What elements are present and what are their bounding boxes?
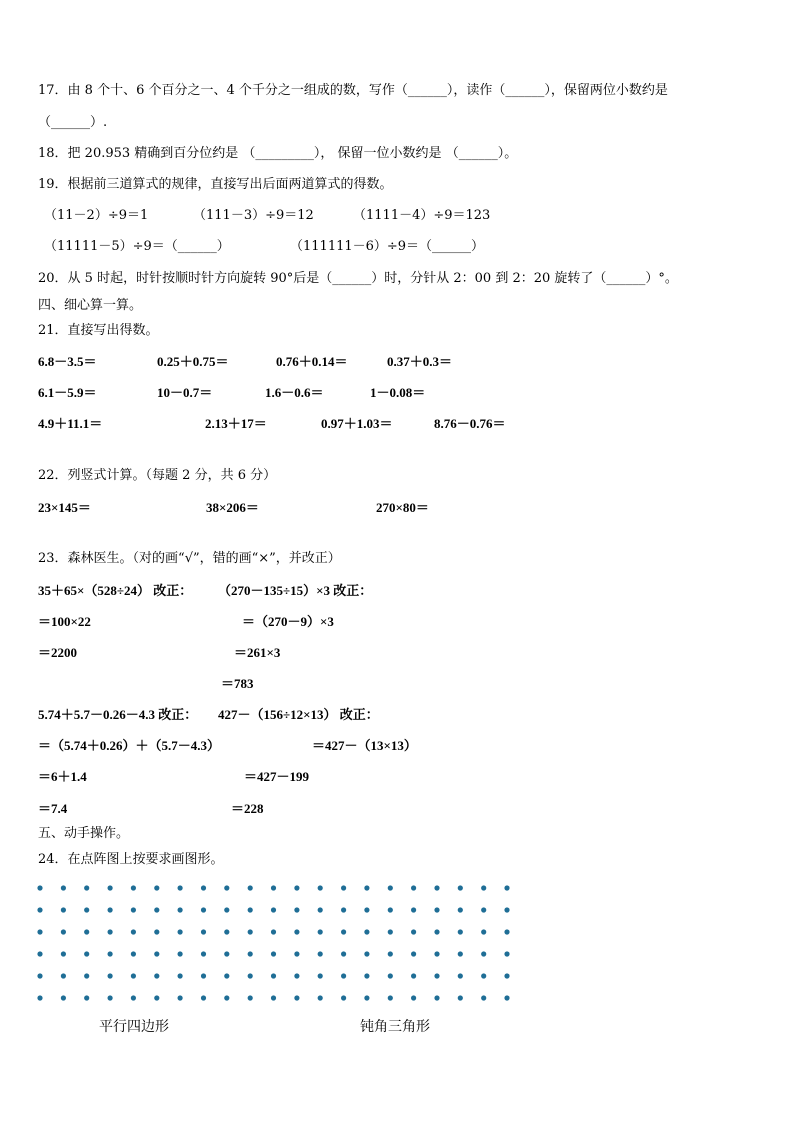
q23-a-line: 35＋65×（528÷24） 改正： <box>38 583 193 598</box>
grid-dot[interactable] <box>318 929 323 934</box>
grid-dot[interactable] <box>108 973 113 978</box>
grid-dot[interactable] <box>364 929 369 934</box>
grid-dot[interactable] <box>224 995 229 1000</box>
q19-eq-3: （1111－4）÷9＝123 <box>353 208 491 223</box>
grid-dot[interactable] <box>131 995 136 1000</box>
q23-c-line: ＝7.4 <box>38 801 68 816</box>
grid-dot[interactable] <box>411 951 416 956</box>
grid-dot[interactable] <box>37 995 42 1000</box>
grid-dot[interactable] <box>37 885 42 890</box>
grid-dot[interactable] <box>224 973 229 978</box>
grid-dot[interactable] <box>131 973 136 978</box>
grid-dot[interactable] <box>271 885 276 890</box>
grid-dot[interactable] <box>434 885 439 890</box>
q23-d-line: ＝427－199 <box>244 769 310 784</box>
grid-dot[interactable] <box>178 951 183 956</box>
q20-line: 20．从 5 时起，时针按顺时针方向旋转 90°后是（______）时，分针从 2：00 到 2：20 旋转了（______）°。 <box>38 271 678 286</box>
grid-dot[interactable] <box>458 907 463 912</box>
grid-dot[interactable] <box>108 995 113 1000</box>
grid-dot[interactable] <box>504 995 509 1000</box>
q22-item: 270×80＝ <box>376 500 429 515</box>
grid-dot[interactable] <box>364 951 369 956</box>
grid-dot[interactable] <box>201 973 206 978</box>
grid-dot[interactable] <box>458 973 463 978</box>
q19-eq-2: （111－3）÷9＝12 <box>193 208 314 223</box>
q22-title: 22．列竖式计算。（每题 2 分，共 6 分） <box>38 468 277 483</box>
grid-dot[interactable] <box>364 907 369 912</box>
grid-dot[interactable] <box>131 907 136 912</box>
grid-dot[interactable] <box>271 973 276 978</box>
section-4-heading: 四、细心算一算。 <box>38 298 143 313</box>
q21-item: 0.76＋0.14＝ <box>276 354 348 369</box>
grid-dot[interactable] <box>154 973 159 978</box>
grid-dot[interactable] <box>84 929 89 934</box>
grid-dot[interactable] <box>458 951 463 956</box>
grid-dot[interactable] <box>224 885 229 890</box>
grid-dot[interactable] <box>504 885 509 890</box>
grid-dot[interactable] <box>341 995 346 1000</box>
grid-dot[interactable] <box>37 973 42 978</box>
grid-dot[interactable] <box>318 995 323 1000</box>
grid-dot[interactable] <box>178 929 183 934</box>
caption-obtuse-triangle: 钝角三角形 <box>360 1019 430 1035</box>
grid-dot[interactable] <box>504 929 509 934</box>
grid-dot[interactable] <box>341 907 346 912</box>
grid-dot[interactable] <box>248 907 253 912</box>
grid-dot[interactable] <box>481 885 486 890</box>
grid-dot[interactable] <box>318 907 323 912</box>
grid-dot[interactable] <box>271 929 276 934</box>
grid-dot[interactable] <box>131 951 136 956</box>
grid-dot[interactable] <box>37 951 42 956</box>
q23-c-line: ＝（5.74＋0.26）＋（5.7－4.3） <box>38 738 221 753</box>
grid-dot[interactable] <box>131 885 136 890</box>
grid-dot[interactable] <box>224 929 229 934</box>
q21-item: 4.9＋11.1＝ <box>38 416 103 431</box>
q21-item: 6.1－5.9＝ <box>38 385 97 400</box>
grid-dot[interactable] <box>131 929 136 934</box>
grid-dot[interactable] <box>108 907 113 912</box>
grid-dot[interactable] <box>434 929 439 934</box>
grid-dot[interactable] <box>411 995 416 1000</box>
grid-dot[interactable] <box>224 907 229 912</box>
q23-b-line: （270－135÷15）×3 改正： <box>218 583 373 598</box>
grid-dot[interactable] <box>108 951 113 956</box>
grid-dot[interactable] <box>481 907 486 912</box>
grid-dot[interactable] <box>388 973 393 978</box>
grid-dot[interactable] <box>224 951 229 956</box>
q22-item: 23×145＝ <box>38 500 91 515</box>
grid-dot[interactable] <box>364 995 369 1000</box>
grid-dot[interactable] <box>341 929 346 934</box>
grid-dot[interactable] <box>61 907 66 912</box>
q19-eq-1: （11－2）÷9＝1 <box>44 208 149 223</box>
grid-dot[interactable] <box>388 951 393 956</box>
q19-eq-5: （111111－6）÷9＝（______） <box>290 239 485 254</box>
grid-dot[interactable] <box>434 973 439 978</box>
grid-dot[interactable] <box>271 995 276 1000</box>
grid-dot[interactable] <box>434 907 439 912</box>
grid-dot[interactable] <box>504 907 509 912</box>
grid-dot[interactable] <box>37 929 42 934</box>
grid-dot[interactable] <box>318 951 323 956</box>
q18-line: 18．把 20.953 精确到百分位约是 （_________）， 保留一位小数约是 （______）。 <box>38 146 518 161</box>
q21-item: 10－0.7＝ <box>157 385 213 400</box>
grid-dot[interactable] <box>84 995 89 1000</box>
grid-dot[interactable] <box>154 995 159 1000</box>
q23-c-line: ＝6＋1.4 <box>38 769 87 784</box>
grid-dot[interactable] <box>84 973 89 978</box>
q21-item: 1.6－0.6＝ <box>265 385 324 400</box>
grid-dot[interactable] <box>271 951 276 956</box>
grid-dot[interactable] <box>154 907 159 912</box>
q23-title: 23．森林医生。（对的画“√”，错的画“×”，并改正） <box>38 551 341 566</box>
q23-c-line: 5.74＋5.7－0.26－4.3 改正： <box>38 707 198 722</box>
q23-b-line: ＝783 <box>221 676 254 691</box>
grid-dot[interactable] <box>341 973 346 978</box>
grid-dot[interactable] <box>481 951 486 956</box>
grid-dot[interactable] <box>178 995 183 1000</box>
grid-dot[interactable] <box>248 951 253 956</box>
grid-dot[interactable] <box>364 973 369 978</box>
grid-dot[interactable] <box>201 907 206 912</box>
grid-dot[interactable] <box>411 885 416 890</box>
grid-dot[interactable] <box>154 885 159 890</box>
grid-dot[interactable] <box>434 951 439 956</box>
grid-dot[interactable] <box>481 929 486 934</box>
grid-dot[interactable] <box>271 907 276 912</box>
grid-dot[interactable] <box>504 951 509 956</box>
grid-dot[interactable] <box>388 995 393 1000</box>
grid-dot[interactable] <box>294 907 299 912</box>
grid-dot[interactable] <box>248 929 253 934</box>
grid-dot[interactable] <box>481 973 486 978</box>
grid-dot[interactable] <box>61 929 66 934</box>
q21-item: 0.97＋1.03＝ <box>321 416 393 431</box>
grid-dot[interactable] <box>178 885 183 890</box>
grid-dot[interactable] <box>411 973 416 978</box>
grid-dot[interactable] <box>364 885 369 890</box>
grid-dot[interactable] <box>61 995 66 1000</box>
grid-dot[interactable] <box>248 885 253 890</box>
grid-dot[interactable] <box>388 885 393 890</box>
grid-dot[interactable] <box>294 995 299 1000</box>
grid-dot[interactable] <box>84 951 89 956</box>
caption-parallelogram: 平行四边形 <box>99 1019 169 1035</box>
q23-d-line: ＝228 <box>231 801 264 816</box>
q17-line2: （______）. <box>38 115 108 130</box>
q21-item: 0.37＋0.3＝ <box>387 354 453 369</box>
grid-dot[interactable] <box>201 951 206 956</box>
q23-d-line: 427－（156÷12×13） 改正： <box>218 707 379 722</box>
grid-dot[interactable] <box>434 995 439 1000</box>
grid-dot[interactable] <box>341 951 346 956</box>
grid-dot[interactable] <box>294 929 299 934</box>
q21-item: 8.76－0.76＝ <box>434 416 506 431</box>
grid-dot[interactable] <box>458 885 463 890</box>
q19-title: 19．根据前三道算式的规律，直接写出后面两道算式的得数。 <box>38 177 393 192</box>
grid-dot[interactable] <box>84 907 89 912</box>
grid-dot[interactable] <box>37 907 42 912</box>
q21-title: 21．直接写出得数。 <box>38 323 159 338</box>
grid-dot[interactable] <box>294 951 299 956</box>
q17-line1: 17．由 8 个十、6 个百分之一、4 个千分之一组成的数，写作（______），读作（______），保留两位小数约是 <box>38 83 668 98</box>
grid-dot[interactable] <box>248 995 253 1000</box>
grid-dot[interactable] <box>504 973 509 978</box>
q21-item: 0.25＋0.75＝ <box>157 354 229 369</box>
grid-dot[interactable] <box>154 929 159 934</box>
grid-dot[interactable] <box>61 885 66 890</box>
grid-dot[interactable] <box>61 973 66 978</box>
grid-dot[interactable] <box>318 885 323 890</box>
grid-dot[interactable] <box>201 885 206 890</box>
q23-a-line: ＝2200 <box>38 645 78 660</box>
q19-eq-4: （11111－5）÷9＝（______） <box>44 239 230 254</box>
q23-d-line: ＝427－（13×13） <box>312 738 417 753</box>
q22-item: 38×206＝ <box>206 500 259 515</box>
grid-dot[interactable] <box>108 929 113 934</box>
grid-dot[interactable] <box>108 885 113 890</box>
grid-dot[interactable] <box>201 929 206 934</box>
q23-b-line: ＝261×3 <box>234 645 281 660</box>
q23-a-line: ＝100×22 <box>38 614 91 629</box>
grid-dot[interactable] <box>178 907 183 912</box>
grid-dot[interactable] <box>294 973 299 978</box>
grid-dot[interactable] <box>388 907 393 912</box>
grid-dot[interactable] <box>411 907 416 912</box>
grid-dot[interactable] <box>411 929 416 934</box>
q21-item: 1－0.08＝ <box>370 385 426 400</box>
grid-dot[interactable] <box>201 995 206 1000</box>
q21-item: 2.13＋17＝ <box>205 416 267 431</box>
grid-dot[interactable] <box>178 973 183 978</box>
grid-dot[interactable] <box>294 885 299 890</box>
q21-item: 6.8－3.5＝ <box>38 354 97 369</box>
grid-dot[interactable] <box>84 885 89 890</box>
grid-dot[interactable] <box>154 951 159 956</box>
grid-dot[interactable] <box>481 995 486 1000</box>
grid-dot[interactable] <box>61 951 66 956</box>
grid-dot[interactable] <box>458 995 463 1000</box>
grid-dot[interactable] <box>341 885 346 890</box>
grid-dot[interactable] <box>388 929 393 934</box>
grid-dot[interactable] <box>248 973 253 978</box>
q24-title: 24．在点阵图上按要求画图形。 <box>38 852 224 867</box>
grid-dot[interactable] <box>458 929 463 934</box>
section-5-heading: 五、动手操作。 <box>38 826 130 841</box>
grid-dot[interactable] <box>318 973 323 978</box>
q23-b-line: ＝（270－9）×3 <box>242 614 334 629</box>
